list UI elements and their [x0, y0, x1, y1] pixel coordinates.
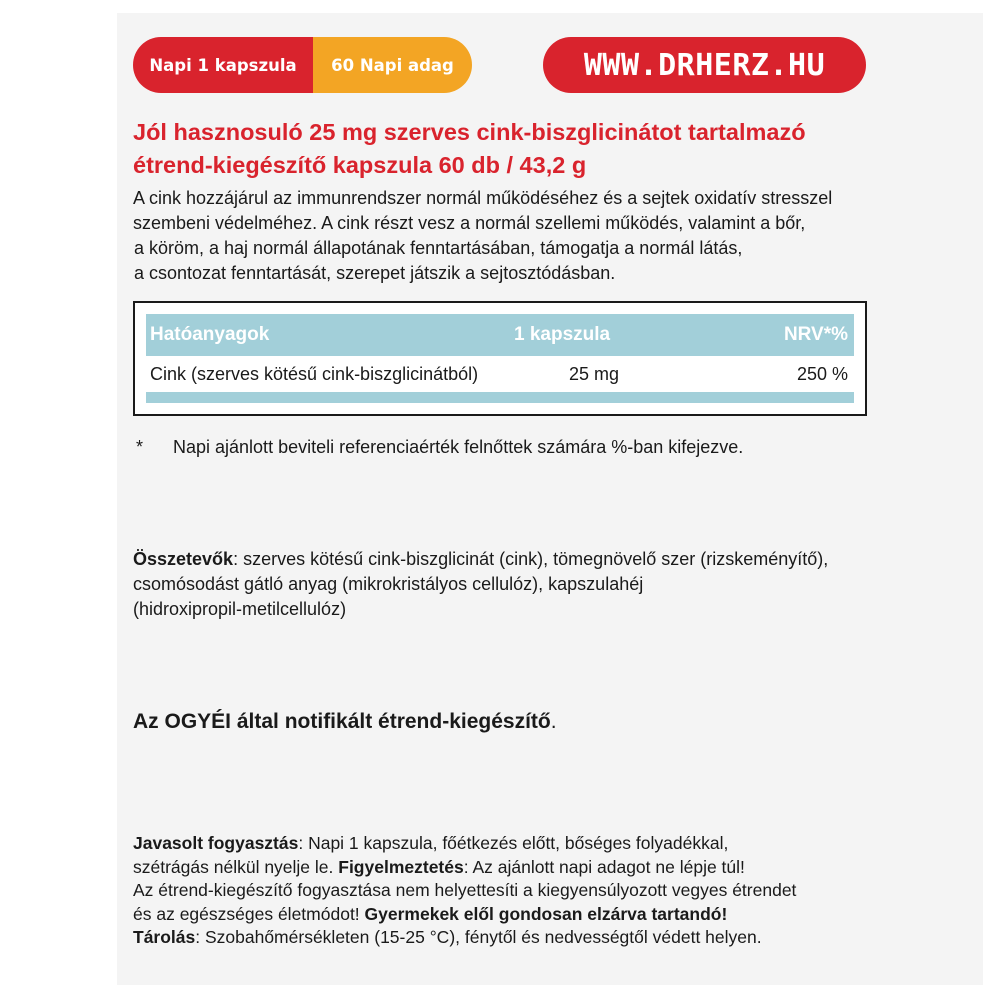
- usage-section: [133, 832, 873, 950]
- title-line-2: étrend-kiegészítő kapszula 60 db / 43,2 g: [133, 152, 587, 178]
- ingredients-label: Összetevők: [133, 549, 234, 569]
- usage-text: : Napi 1 kapszula, főétkezés előtt, bőséges folyadékkal,: [298, 833, 729, 853]
- ingredients-text: (hidroxipropil-metilcellulóz): [133, 599, 347, 619]
- nutrition-table-header: [146, 314, 854, 356]
- title-line-1: Jól hasznosuló 25 mg szerves cink-biszglicinátot tartalmazó: [133, 119, 806, 145]
- notification-period: .: [550, 710, 557, 733]
- warning-text: : Az ajánlott napi adagot ne lépje túl!: [463, 856, 745, 877]
- description-line: A cink hozzájárul az immunrendszer normál működéséhez és a sejtek oxidatív stresszel: [133, 188, 833, 208]
- notification-statement: [133, 707, 557, 737]
- storage-label: Tárolás: [133, 927, 196, 947]
- header-ingredient: Hatóanyagok: [150, 324, 270, 345]
- table-row: [146, 356, 854, 392]
- footnote-marker: *: [136, 437, 144, 457]
- table-footer-bar: [146, 392, 854, 403]
- header-nrv: NRV*%: [783, 324, 848, 345]
- notification-text: Az OGYÉI által notifikált étrend-kiegészítő: [133, 710, 551, 733]
- ingredients-section: [133, 547, 873, 622]
- footnote-text: Napi ajánlott beviteli referenciaérték felnőttek számára %-ban kifejezve.: [173, 437, 744, 457]
- ingredients-text: : szerves kötésű cink-biszglicinát (cink), tömegnövelő szer (rizskeményítő),: [233, 549, 829, 569]
- usage-text: Az étrend-kiegészítő fogyasztása nem helyettesíti a kiegyensúlyozott vegyes étrendet: [133, 880, 797, 900]
- nrv-footnote: [136, 434, 743, 460]
- row-ingredient: Cink (szerves kötésű cink-biszglicinátból): [150, 364, 479, 384]
- dosage-badge: [133, 37, 472, 93]
- row-nrv: 250 %: [796, 364, 848, 384]
- row-per-capsule: 25 mg: [569, 364, 620, 384]
- usage-text: és az egészséges életmódot!: [133, 903, 365, 924]
- website-link[interactable]: WWW.DRHERZ.HU: [543, 37, 866, 93]
- warning-label: Figyelmeztetés: [338, 856, 464, 877]
- header-per-capsule: 1 kapszula: [514, 324, 611, 345]
- usage-label: Javasolt fogyasztás: [133, 833, 299, 853]
- description-line: a csontozat fenntartását, szerepet játszik a sejtosztódásban.: [134, 263, 616, 283]
- storage-text: : Szobahőmérsékleten (15-25 °C), fénytől és nedvességtől védett helyen.: [195, 927, 762, 947]
- daily-dose-badge: 60 Napi adag: [313, 37, 472, 93]
- daily-capsule-badge: Napi 1 kapszula: [133, 37, 313, 93]
- description-line: a köröm, a haj normál állapotának fenntartásában, támogatja a normál látás,: [134, 238, 743, 258]
- product-title: [133, 116, 873, 182]
- nutrition-table: [133, 301, 867, 416]
- children-warning: Gyermekek elől gondosan elzárva tartandó!: [364, 903, 728, 924]
- ingredients-text: csomósodást gátló anyag (mikrokristályos cellulóz), kapszulahéj: [133, 574, 644, 594]
- product-description: [133, 186, 873, 286]
- usage-text: szétrágás nélkül nyelje le.: [133, 856, 339, 877]
- description-line: szembeni védelméhez. A cink részt vesz a normál szellemi működés, valamint a bőr,: [133, 213, 806, 233]
